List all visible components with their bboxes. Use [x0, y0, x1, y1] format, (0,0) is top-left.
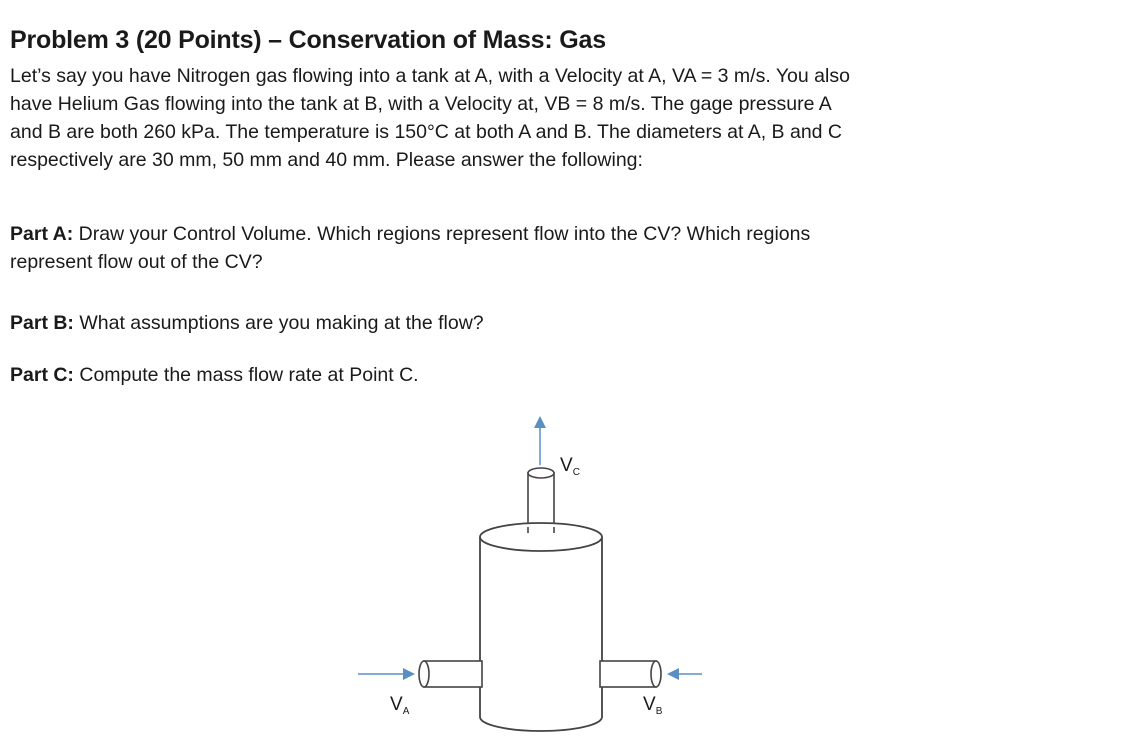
intro-line: have Helium Gas flowing into the tank at B, with a Velocity at, VB = 8 m/s. The gage pressure A	[10, 93, 832, 115]
part-a-line-2: represent flow out of the CV?	[10, 251, 263, 273]
intro-line: respectively are 30 mm, 50 mm and 40 mm. Please answer the following:	[10, 149, 643, 171]
inlet-pipe-b	[600, 661, 661, 687]
part-c-text: Compute the mass flow rate at Point C.	[79, 364, 419, 386]
velocity-label-b: $V_B$	[643, 694, 663, 717]
part-b-line	[10, 309, 1070, 337]
part-a-line-1	[10, 220, 1070, 248]
part-b-text: What assumptions are you making at the flow?	[79, 312, 484, 334]
tank-body	[480, 523, 602, 731]
part-a-text: Draw your Control Volume. Which regions represent flow into the CV? Which regions	[78, 223, 811, 245]
intro-line: and B are both 260 kPa. The temperature is 150°C at both A and B. The diameters at A, B and C	[10, 121, 843, 143]
velocity-label-a: $V_A$	[390, 694, 410, 717]
part-b-label: Part B:	[10, 312, 74, 334]
velocity-label-c: $V_C$	[560, 455, 580, 478]
part-c-line	[10, 361, 1070, 389]
part-a-label: Part A:	[10, 223, 74, 245]
intro-line: Let’s say you have Nitrogen gas flowing into a tank at A, with a Velocity at A, VA = 3 m/s. You also	[10, 65, 850, 87]
part-a	[10, 220, 1070, 276]
inlet-pipe-a	[419, 661, 482, 687]
part-c	[10, 361, 1070, 389]
tank-diagram	[340, 405, 720, 735]
part-c-label: Part C:	[10, 364, 74, 386]
problem-intro	[10, 62, 1070, 174]
part-b	[10, 309, 1070, 337]
problem-title: Problem 3 (20 Points) – Conservation of Mass: Gas	[10, 26, 606, 54]
